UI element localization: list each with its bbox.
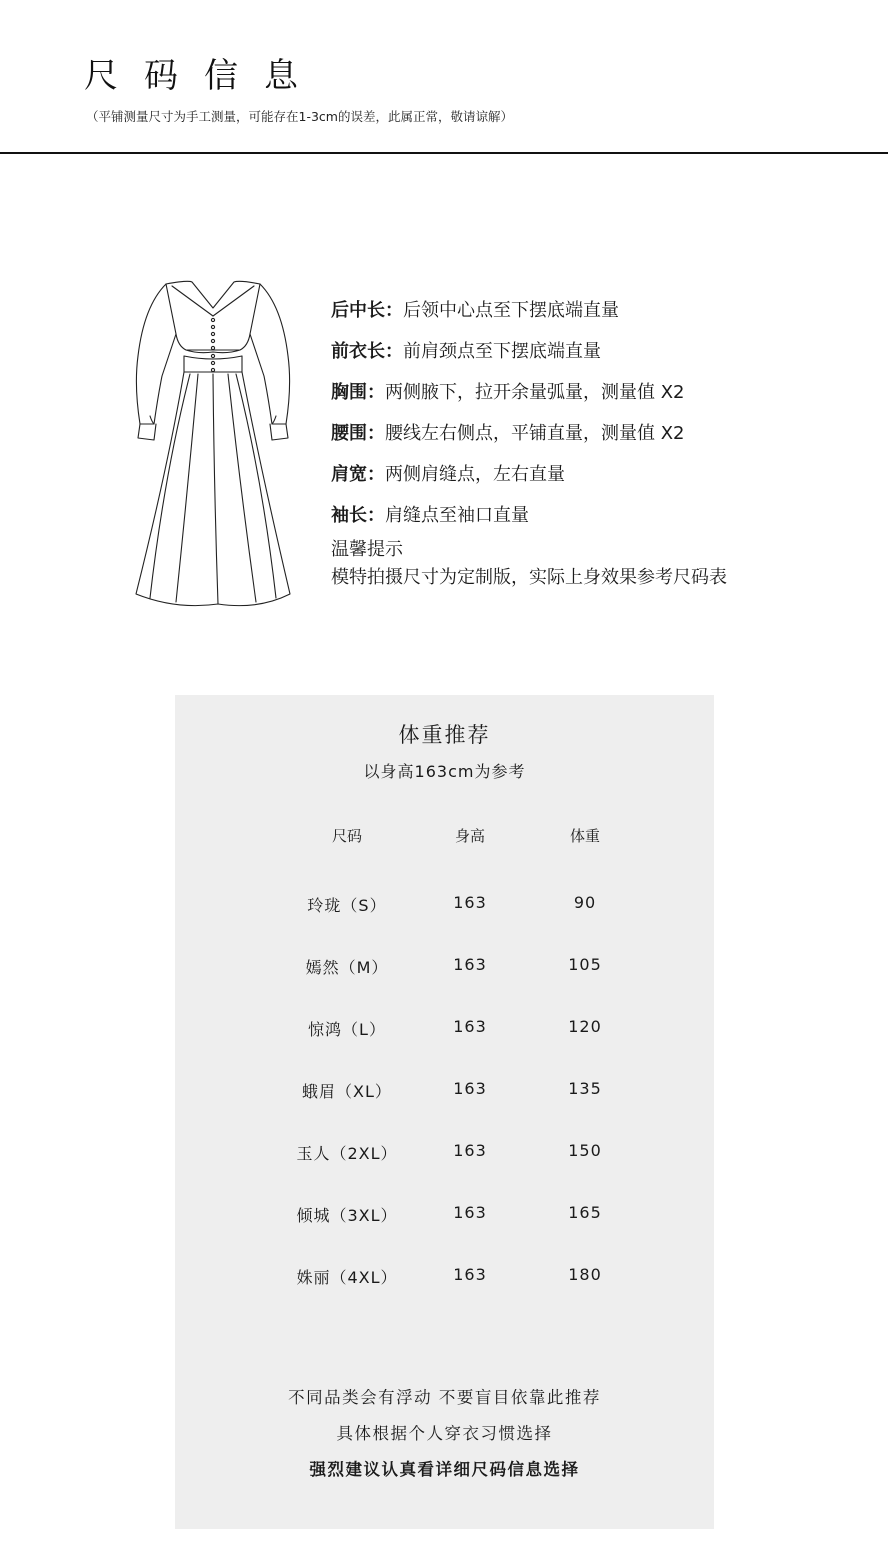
definition-bust	[331, 372, 871, 413]
page-title: 尺码信息	[84, 56, 324, 96]
height-cell: 163	[453, 1079, 487, 1098]
size-cell: 姝丽（4XL）	[296, 1268, 398, 1287]
definition-term: 袖长：	[331, 505, 385, 526]
table-row	[175, 1203, 714, 1227]
table-row	[175, 1017, 714, 1041]
note-line-emphasis: 强烈建议认真看详细尺码信息选择	[309, 1460, 580, 1479]
weight-cell: 120	[568, 1017, 602, 1036]
size-cell: 惊鸿（L）	[308, 1020, 386, 1039]
weight-cell: 105	[568, 955, 602, 974]
height-cell: 163	[453, 1265, 487, 1284]
header-height: 身高	[454, 827, 485, 845]
header-weight: 体重	[569, 827, 600, 845]
definition-term: 胸围：	[331, 382, 385, 403]
tips-block	[331, 536, 727, 592]
definition-desc: 肩缝点至袖口直量	[385, 505, 529, 526]
weight-cell: 180	[568, 1265, 602, 1284]
definition-waist	[331, 413, 871, 454]
table-row	[175, 1141, 714, 1165]
header-divider	[0, 152, 888, 154]
dress-outline-icon	[128, 276, 298, 610]
definition-desc: 后领中心点至下摆底端直量	[403, 300, 619, 321]
note-line: 具体根据个人穿衣习惯选择	[336, 1424, 553, 1443]
size-cell: 玲珑（S）	[307, 896, 387, 915]
table-row	[175, 1079, 714, 1103]
weight-cell: 165	[568, 1203, 602, 1222]
card-subtitle: 以身高163cm为参考	[363, 762, 526, 781]
recommendation-notes	[175, 1380, 714, 1488]
definition-term: 前衣长：	[331, 341, 403, 362]
definition-desc: 两侧肩缝点，左右直量	[385, 464, 565, 485]
header-size: 尺码	[331, 827, 362, 845]
note-line: 不同品类会有浮动 不要盲目依靠此推荐	[288, 1388, 601, 1407]
table-row	[175, 955, 714, 979]
weight-recommendation-card	[175, 695, 714, 1529]
definition-desc: 两侧腋下，拉开余量弧量，测量值 X2	[385, 382, 685, 403]
definition-back-length	[331, 290, 871, 331]
height-cell: 163	[453, 1203, 487, 1222]
tips-label: 温馨提示	[331, 539, 403, 560]
measurement-definitions	[331, 290, 871, 536]
height-cell: 163	[453, 955, 487, 974]
definition-front-length	[331, 331, 871, 372]
size-cell: 嫣然（M）	[305, 958, 389, 977]
definition-term: 后中长：	[331, 300, 403, 321]
definition-shoulder	[331, 454, 871, 495]
weight-cell: 150	[568, 1141, 602, 1160]
height-cell: 163	[453, 1017, 487, 1036]
height-cell: 163	[453, 893, 487, 912]
definition-term: 腰围：	[331, 423, 385, 444]
definition-term: 肩宽：	[331, 464, 385, 485]
table-row	[175, 1265, 714, 1289]
table-header	[175, 825, 714, 849]
size-cell: 倾城（3XL）	[296, 1206, 398, 1225]
weight-cell: 90	[573, 893, 597, 912]
height-cell: 163	[453, 1141, 487, 1160]
weight-cell: 135	[568, 1079, 602, 1098]
definition-desc: 腰线左右侧点，平铺直量，测量值 X2	[385, 423, 685, 444]
tips-text: 模特拍摄尺寸为定制版，实际上身效果参考尺码表	[331, 567, 727, 588]
measurement-note: （平铺测量尺寸为手工测量，可能存在1-3cm的误差，此属正常，敬请谅解）	[86, 109, 513, 124]
table-row	[175, 893, 714, 917]
size-cell: 蛾眉（XL）	[302, 1082, 392, 1101]
definition-desc: 前肩颈点至下摆底端直量	[403, 341, 601, 362]
definition-sleeve	[331, 495, 871, 536]
card-title: 体重推荐	[398, 723, 491, 747]
size-cell: 玉人（2XL）	[296, 1144, 398, 1163]
